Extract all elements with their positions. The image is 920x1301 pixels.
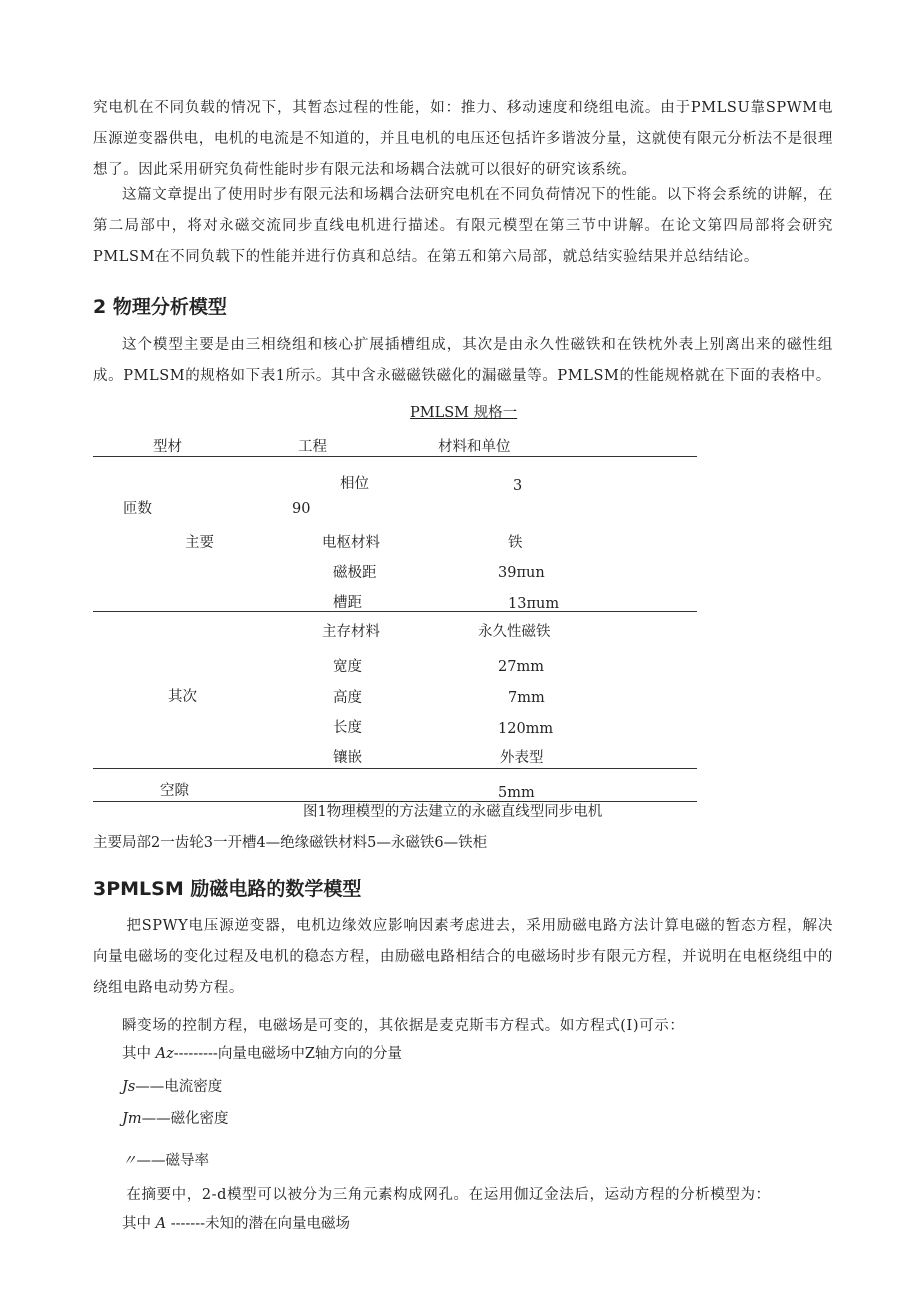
definition-symbol: Az — [155, 1046, 174, 1062]
table-cell-value: 13πum — [508, 596, 560, 612]
table-turns-value: 90 — [292, 501, 311, 517]
table-cell-value: 120mm — [498, 721, 554, 737]
table-cell-value: 39πun — [498, 565, 545, 581]
definition-symbol: A — [155, 1216, 167, 1232]
table-cell-value: 27mm — [498, 659, 544, 675]
table-group-rule — [93, 611, 697, 612]
definition-line — [122, 1044, 402, 1064]
table-cell-item: 高度 — [333, 690, 362, 706]
definition-line — [122, 1077, 222, 1097]
section-3-heading: 3PMLSM 励磁电路的数学模型 — [93, 878, 362, 900]
definition-text: ——磁化密度 — [141, 1111, 229, 1127]
table-group-main: 主要 — [185, 535, 214, 551]
figure-legend: 主要局部2一齿轮3一开槽4—绝缘磁铁材料5—永磁铁6—铁柜 — [93, 835, 488, 851]
definition-text: ---------向量电磁场中Z轴方向的分量 — [173, 1046, 402, 1062]
table-cell-item: 磁极距 — [333, 565, 377, 581]
definition-text: ——电流密度 — [135, 1079, 223, 1095]
table-header-item: 工程 — [298, 439, 327, 455]
section-3-paragraph-2: 瞬变场的控制方程，电磁场是可变的，其依据是麦克斯韦方程式。如方程式(I)可示： — [122, 1018, 685, 1034]
section-3-paragraph-3: 在摘要中，2-d模型可以被分为三角元素构成网孔。在运用伽辽金法后，运动方程的分析模型为： — [126, 1187, 771, 1203]
definition-line — [122, 1151, 209, 1171]
table-header-rule — [93, 456, 697, 457]
table-cell-value: 铁 — [508, 535, 523, 551]
section-2-heading: 2 物理分析模型 — [93, 296, 227, 318]
table-cell-item: 主存材料 — [322, 624, 380, 640]
definition-symbol: Jm — [122, 1111, 142, 1127]
table-cell-item: 电枢材料 — [322, 535, 380, 551]
definition-symbol: 〃 — [122, 1153, 137, 1169]
table-cell-value: 7mm — [508, 690, 545, 706]
table-header-type: 型材 — [153, 439, 182, 455]
table-cell-item: 槽距 — [333, 595, 362, 611]
table-group-secondary: 其次 — [168, 689, 197, 705]
table-cell-item: 长度 — [333, 720, 362, 736]
definition-line — [122, 1214, 350, 1234]
table-cell-value: 3 — [513, 478, 523, 494]
intro-paragraph: 究电机在不同负载的情况下，其暂态过程的性能，如：推力、移动速度和绕组电流。由于PMLSU靠SPWM电压源逆变器供电，电机的电流是不知道的，并且电机的电压还包括许多谐波分量，这就使有限元分析法不是很理想了。因此采用研究负荷性能时步有限元法和场耦合法就可以很好的研究该系统。 — [93, 100, 833, 178]
table-header-unit: 材料和单位 — [438, 439, 511, 455]
table-gap-value: 5mm — [498, 785, 535, 801]
definition-text: ——磁导率 — [136, 1153, 209, 1169]
table-gap-label: 空隙 — [160, 783, 189, 799]
table-turns-label: 匝数 — [123, 501, 152, 517]
definition-text: -------未知的潜在向量电磁场 — [166, 1216, 350, 1232]
figure-caption: 图1物理模型的方法建立的永磁直线型同步电机 — [303, 804, 603, 820]
table-caption: PMLSM 规格一 — [410, 405, 518, 421]
section-2-paragraph: 这个模型主要是由三相绕组和核心扩展插槽组成，其次是由永久性磁铁和在铁枕外表上别离出来的磁性组成。PMLSM的规格如下表1所示。其中含永磁磁铁磁化的漏磁量等。PMLSM的性能规格就在下面的表格中。 — [93, 337, 833, 384]
table-cell-value: 永久性磁铁 — [478, 624, 551, 640]
table-cell-value: 外表型 — [500, 750, 544, 766]
table-cell-item: 相位 — [340, 476, 369, 492]
table-cell-item: 镶嵌 — [333, 750, 362, 766]
definition-prefix: 其中 — [122, 1216, 156, 1232]
table-cell-item: 宽度 — [333, 659, 362, 675]
definition-symbol: Js — [122, 1079, 136, 1095]
outline-paragraph: 这篇文章提出了使用时步有限元法和场耦合法研究电机在不同负荷情况下的性能。以下将会系统的讲解，在第二局部中，将对永磁交流同步直线电机进行描述。有限元模型在第三节中讲解。在论文第四局部将会研究PMLSM在不同负载下的性能并进行仿真和总结。在第五和第六局部，就总结实验结果并总结结论。 — [93, 187, 833, 265]
definition-prefix: 其中 — [122, 1046, 156, 1062]
table-group-rule — [93, 768, 697, 769]
section-3-paragraph-1: 把SPWY电压源逆变器，电机边缘效应影响因素考虑进去，采用励磁电路方法计算电磁的暂态方程，解决向量电磁场的变化过程及电机的稳态方程，由励磁电路相结合的电磁场时步有限元方程，并说明在电枢绕组中的绕组电路电动势方程。 — [93, 918, 833, 996]
definition-line — [122, 1109, 229, 1129]
